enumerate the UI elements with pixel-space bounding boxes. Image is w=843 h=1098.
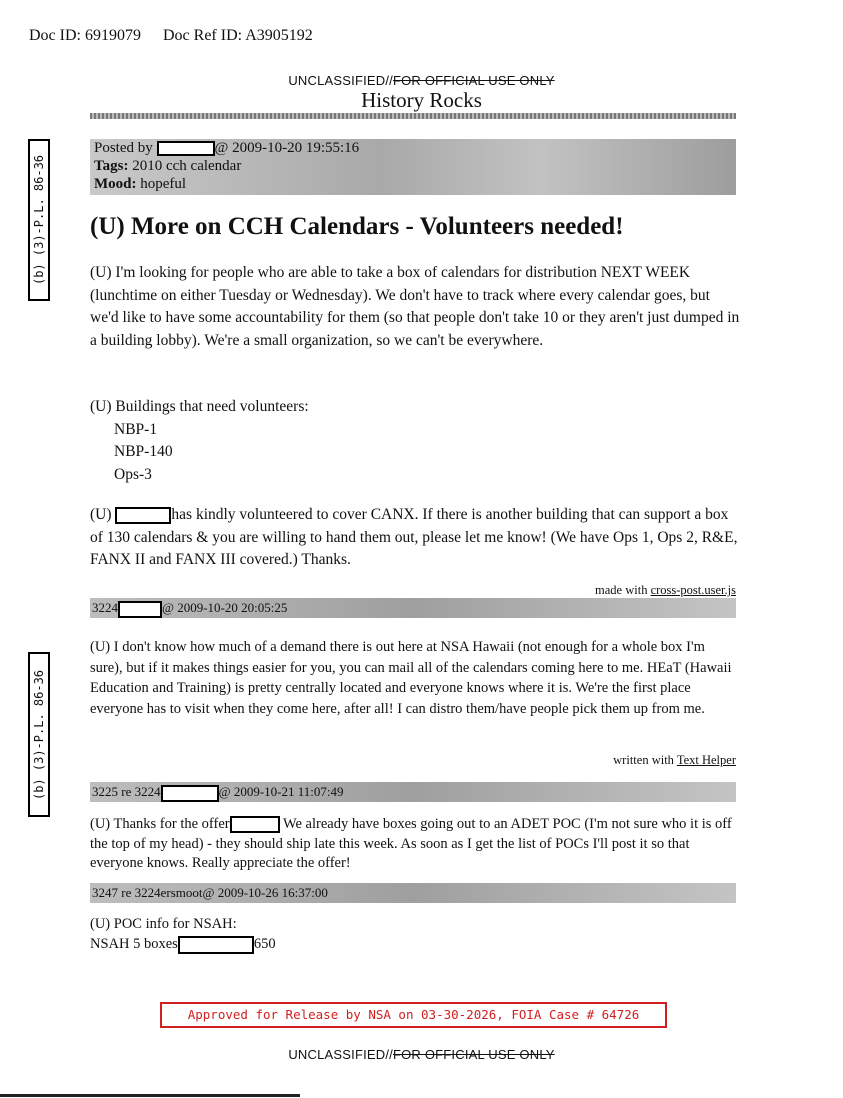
buildings-list: [90, 396, 740, 486]
made-with-note: [500, 583, 736, 598]
comment-header-2: [90, 782, 736, 802]
post-paragraph-3: [90, 504, 740, 572]
doc-id: Doc ID: 6919079: [29, 27, 141, 44]
comment-body-3: [90, 914, 736, 954]
tags-line: [94, 157, 732, 175]
document-id-header: [29, 27, 335, 45]
exemption-text-2: (b) (3)-P.L. 86-36: [32, 669, 46, 800]
posted-by-line: [94, 139, 732, 157]
comment-line-2-end: 650: [253, 936, 276, 952]
posted-at: @ 2009-10-20 19:55:16: [214, 140, 360, 156]
comment-header-1: [90, 598, 736, 618]
comment-line-1: (U) POC info for NSAH:: [90, 916, 237, 932]
mood-label: Mood:: [94, 176, 137, 192]
post-meta-bar: [90, 139, 736, 195]
bottom-edge-line: [0, 1094, 300, 1097]
written-with-note: [500, 753, 736, 768]
comment-id[interactable]: 3224: [92, 600, 118, 615]
blog-title: History Rocks: [361, 88, 482, 112]
classification-prefix: UNCLASSIFIED//: [288, 73, 393, 88]
comment-timestamp: @ 2009-10-26 16:37:00: [202, 885, 328, 900]
redaction-box: [115, 507, 171, 524]
comment-text-rest: We already have boxes going out to an ADET POC (I'm not sure who it is off the top of my head) - they should ship late this week. As soon as I get the list of POCs I'll post it so that everyone knows. Really appreciate the offer!: [90, 816, 732, 871]
p3-prefix: (U): [90, 506, 112, 523]
classification-strike: FOR OFFICIAL USE ONLY: [392, 73, 555, 88]
redaction-box: [230, 816, 280, 833]
approval-stamp: Approved for Release by NSA on 03-30-2026, FOIA Case # 64726: [160, 1002, 667, 1028]
redaction-box: [157, 141, 215, 156]
comment-line-2-start: NSAH 5 boxes: [90, 936, 178, 952]
comment-id[interactable]: 3225 re 3224: [92, 784, 161, 799]
mood-value: hopeful: [140, 176, 187, 192]
tags-label: Tags:: [94, 158, 129, 174]
exemption-stamp-2: [28, 652, 50, 817]
comment-id[interactable]: 3247 re 3224: [92, 885, 161, 900]
posted-by-label: Posted by: [94, 140, 153, 156]
exemption-stamp-1: [28, 139, 50, 301]
buildings-intro: (U) Buildings that need volunteers:: [90, 398, 309, 415]
mood-line: [94, 175, 732, 193]
text-helper-link[interactable]: Text Helper: [676, 753, 736, 767]
cross-post-link[interactable]: cross-post.user.js: [650, 583, 736, 597]
made-with-prefix: made with: [595, 583, 648, 597]
doc-ref-id: Doc Ref ID: A3905192: [162, 27, 313, 44]
post-paragraph-1: (U) I'm looking for people who are able to take a box of calendars for distribution NEXT WEEK (lunchtime on either Tuesday or Wednesday). We don't have to track where every calendar goes, but we'd like to have some accountability for them (so that people don't take 10 or they aren't just dumped in a building lobby). We're a small organization, so we can't be everywhere.: [90, 264, 740, 349]
comment-timestamp: @ 2009-10-20 20:05:25: [162, 600, 288, 615]
comment-header-3: [90, 883, 736, 903]
comment-body-2: [90, 815, 736, 874]
comment-body-1: (U) I don't know how much of a demand there is out here at NSA Hawaii (not enough for a whole box I'm sure), but if it makes things easier for you, you can mail all of the calendars coming here to me. HEaT (Hawaii Education and Training) is pretty centrally located and everyone knows where it is. We're the first place everyone has to visit when they come here, after all! I can distro them/have people pick them up from me.: [90, 639, 732, 717]
building-item: Ops-3: [114, 465, 152, 483]
comment-text-start: (U) Thanks for the offer: [90, 816, 230, 832]
building-item: NBP-1: [114, 420, 158, 438]
written-with-prefix: written with: [613, 753, 674, 767]
p3-text: has kindly volunteered to cover CANX. If there is another building that can support a box of 130 calendars & you are willing to hand them out, please let me know! (We have Ops 1, Ops 2, R&E, FANX II and FANX III covered.) Thanks.: [90, 506, 738, 568]
classification-strike: FOR OFFICIAL USE ONLY: [392, 1047, 555, 1062]
building-item: NBP-140: [114, 443, 173, 460]
classification-banner-top: [0, 73, 843, 88]
comment-timestamp: @ 2009-10-21 11:07:49: [218, 784, 344, 799]
post-title: (U) More on CCH Calendars - Volunteers needed!: [90, 213, 624, 240]
exemption-text-1: (b) (3)-P.L. 86-36: [32, 154, 46, 286]
comment-author: ersmoot: [160, 885, 203, 900]
title-divider: [90, 113, 736, 119]
comment-line-2: [90, 934, 736, 954]
classification-banner-bottom: [0, 1047, 843, 1062]
redaction-box: [178, 936, 254, 954]
classification-prefix: UNCLASSIFIED//: [288, 1047, 393, 1062]
redaction-box: [161, 785, 219, 802]
tags-value[interactable]: 2010 cch calendar: [132, 158, 242, 174]
redaction-box: [118, 601, 162, 618]
